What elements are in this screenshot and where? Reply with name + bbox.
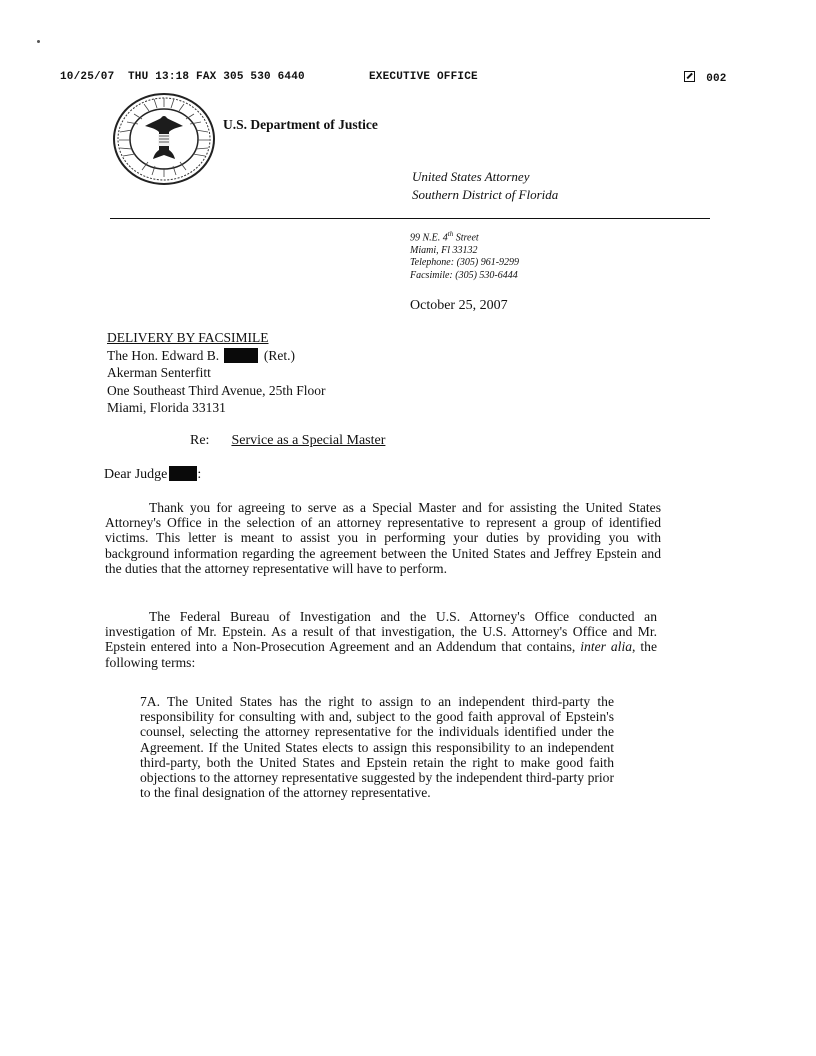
office-district: Southern District of Florida: [412, 187, 559, 202]
recipient-block: [107, 329, 325, 417]
fax-header-page: [684, 71, 727, 85]
letter-date: October 25, 2007: [410, 298, 508, 313]
fax-page-icon: [684, 71, 695, 82]
scan-speck: [37, 40, 40, 43]
salutation: [104, 466, 201, 483]
body-paragraph-1: Thank you for agreeing to serve as a Special Master and for assisting the United States Attorney's Office in the selection of an attorney representative to represent a group of identified victims. This letter is meant to assist you in performing your duties by providing you with background information regarding the agreement between the United States and Jeffrey Epstein and the duties that the attorney representative will have to perform.: [105, 500, 661, 576]
recipient-street: One Southeast Third Avenue, 25th Floor: [107, 382, 326, 398]
fax-header-sender: 10/25/07 THU 13:18 FAX 305 530 6440: [60, 71, 305, 83]
fax-page-number: 002: [695, 73, 727, 85]
address-telephone: Telephone: (305) 961-9299: [410, 257, 520, 269]
recipient-name: [107, 347, 325, 365]
office-address: [410, 228, 519, 282]
re-line: [190, 433, 385, 449]
address-city: Miami, Fl 33132: [410, 244, 478, 256]
address-street: 99 N.E. 4th Street: [410, 230, 479, 244]
recipient-firm: Akerman Senterfitt: [107, 365, 211, 380]
salutation-suffix: :: [197, 467, 202, 482]
recipient-name-prefix: The Hon. Edward B.: [107, 347, 220, 363]
department-name: U.S. Department of Justice: [223, 117, 378, 132]
salutation-prefix: Dear Judge: [104, 467, 168, 482]
body-paragraph-2: [105, 609, 657, 670]
office-block: [412, 168, 558, 204]
recipient-city: Miami, Florida 33131: [107, 400, 226, 415]
re-label: Re:: [190, 433, 210, 448]
paragraph-2-italic: inter alia: [580, 639, 633, 655]
fax-header-office: EXECUTIVE OFFICE: [369, 71, 478, 83]
paragraph-2-text: The Federal Bureau of Investigation and the U.S. Attorney's Office conducted an investigation of Mr. Epstein. As a result of that investigation, the U.S. Attorney's Office and Mr. Epstein entered into a Non-Prosecution Agreement and an Addendum that contains,: [105, 609, 657, 655]
redaction-block: [169, 466, 197, 481]
agreement-quote: 7A. The United States has the right to assign to an independent third-party the responsibility for consulting with and, subject to the good faith approval of Epstein's counsel, selecting the attorney representative for the individuals identified under the Agreement. If the United States elects to assign this responsibility to an independent third-party, both the United States and Epstein retain the right to make good faith objections to the attorney representative suggested by the independent third-party prior to the final designation of the attorney representative.: [140, 694, 614, 801]
doj-seal-logo: [112, 92, 216, 186]
address-facsimile: Facsimile: (305) 530-6444: [410, 269, 518, 281]
re-subject: Service as a Special Master: [231, 433, 386, 448]
recipient-name-suffix: (Ret.): [263, 347, 295, 363]
office-title: United States Attorney: [412, 169, 530, 184]
paragraph-2-end: , the following terms:: [105, 639, 657, 670]
redaction-block: [224, 348, 258, 363]
letterhead-divider: [110, 218, 710, 219]
delivery-method: DELIVERY BY FACSIMILE: [107, 330, 269, 345]
